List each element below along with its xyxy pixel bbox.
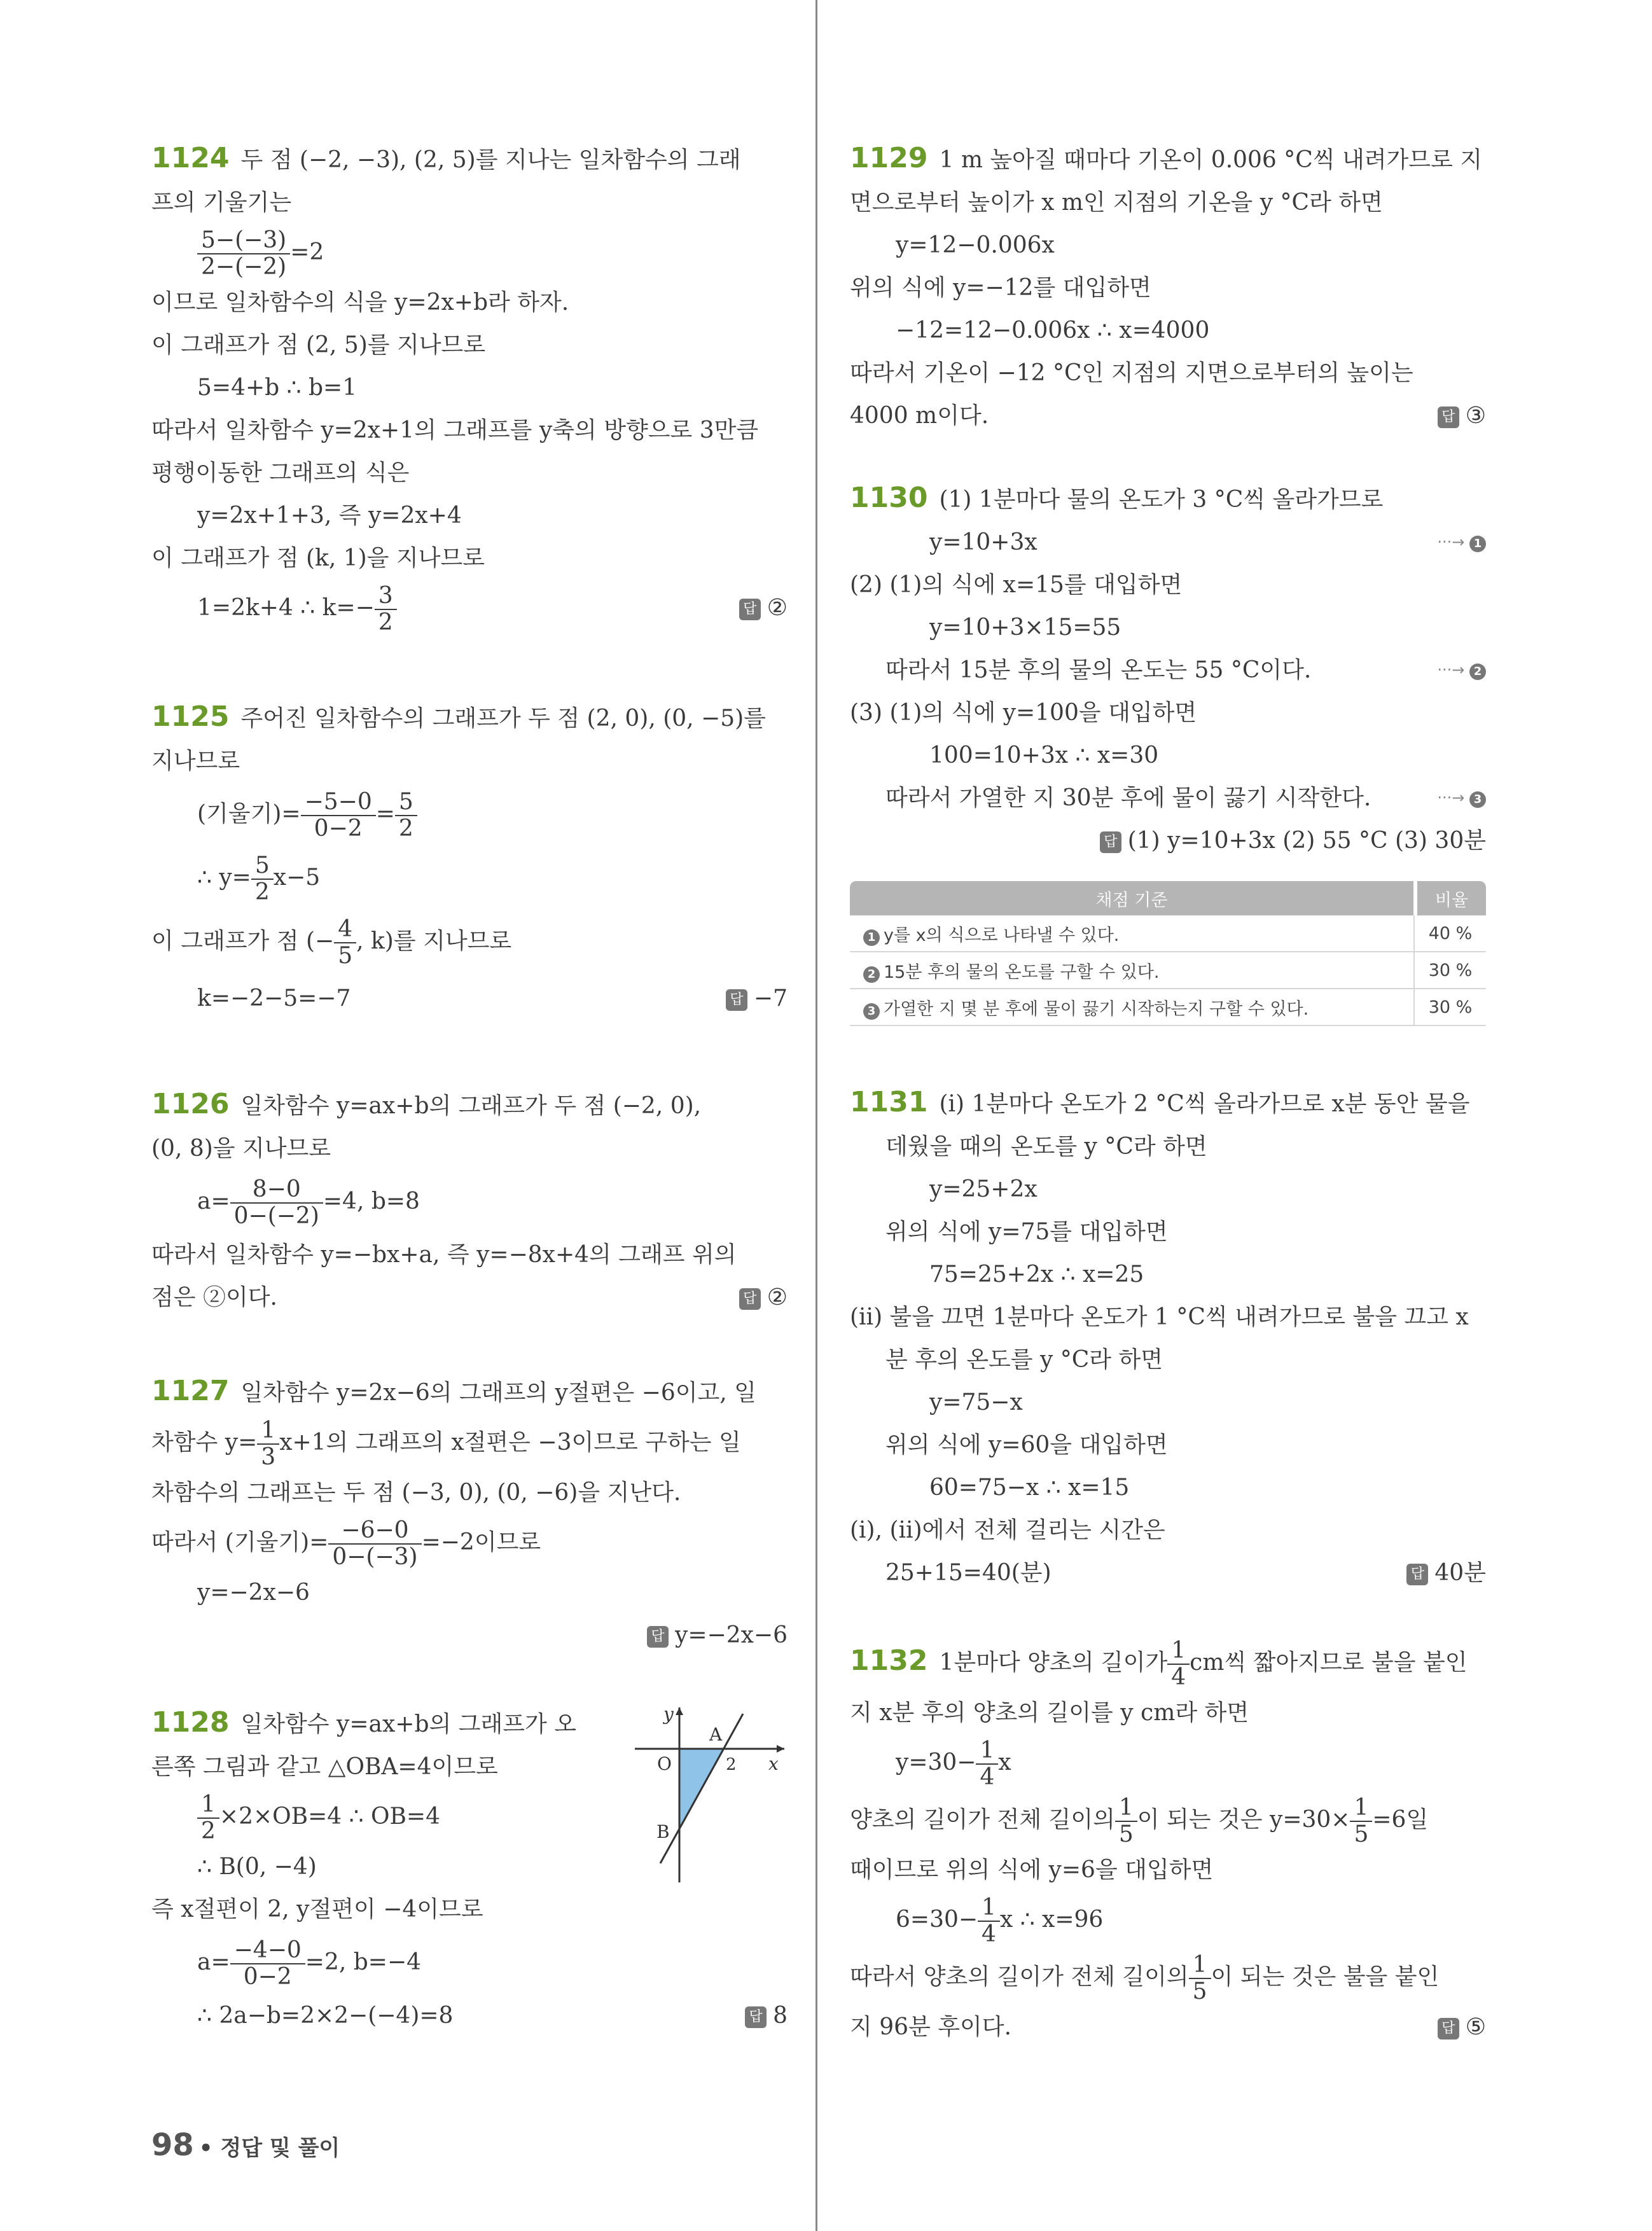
step-marker-1: ···→ 1	[1437, 521, 1486, 564]
problem-number: 1129	[850, 142, 928, 174]
problem-1124: 1124 두 점 (−2, −3), (2, 5)를 지나는 일차함수의 그래 프의 기울기는 $\frac{5-(-3)}{2-(-2)}$ =2 이므로 일차함수의 식을 y=2x+b라 하자. 이 그래프가 점 (2, 5)를 지나므로 5=4+b ∴ b=1 따라서 일차함수 y=2x+1의 그래프를 y축의 방향으로 3만큼 평행이동한 그래프의 식은 y=2x+1+3, 즉 y=2x+4 이 그래프가 점 (k, 1)을 지나므로 1=2k+4 ∴ k=− $\frac{3}{2}$ 답 ②	[151, 142, 788, 636]
step-marker-2: ···→ 2	[1437, 649, 1486, 692]
table-row: 3 가열한 지 몇 분 후에 물이 끓기 시작하는지 구할 수 있다. 30 %	[850, 989, 1486, 1026]
problem-number: 1127	[151, 1375, 230, 1407]
fraction: $\frac{1}{5}$	[1350, 1795, 1372, 1847]
column-divider	[816, 0, 817, 2231]
problem-1127: 1127 일차함수 y=2x−6의 그래프의 y절편은 −6이고, 일 차함수 y= $\frac{1}{3}$ x+1의 그래프의 x절편은 −3이므로 구하는 일 차함수의 그래프는 두 점 (−3, 0), (0, −6)을 지난다. 따라서 (기울기)= $\frac{-6-0}{0-(-3)}$ =−2이므로 y=−2x−6 답 y=−2x−6	[151, 1370, 788, 1657]
problem-1126: 1126 일차함수 y=ax+b의 그래프가 두 점 (−2, 0), (0, 8)을 지나므로 a= $\frac{8-0}{0-(-2)}$ =4, b=8 따라서 일차함수 y=−bx+a, 즉 y=−8x+4의 그래프 위의 점은 ②이다. 답 ②	[151, 1083, 788, 1319]
fraction: $\frac{4}{5}$	[334, 917, 356, 969]
right-column	[850, 137, 1486, 2048]
problem-number: 1131	[850, 1086, 928, 1118]
fraction: $\frac{1}{2}$	[197, 1792, 219, 1844]
fraction: $\frac{1}{4}$	[976, 1738, 998, 1790]
answer: 답 ③	[1438, 394, 1486, 437]
answer-icon: 답	[1438, 407, 1459, 428]
answer-icon: 답	[1438, 2018, 1459, 2040]
answer: 답 y=−2x−6	[647, 1614, 788, 1657]
footer-label: • 정답 및 풀이	[198, 2136, 340, 2161]
problem-1131: 1131 (i) 1분마다 온도가 2 °C씩 올라가므로 x분 동안 물을 데웠을 때의 온도를 y °C라 하면 y=25+2x 위의 식에 y=75를 대입하면 75=25+2x ∴ x=25 (ii) 불을 끄면 1분마다 온도가 1 °C씩 내려가므로 불을 끄고 x 분 후의 온도를 y °C라 하면 y=75−x 위의 식에 y=60을 대입하면 60=75−x ∴ x=15 (i), (ii)에서 전체 걸리는 시간은 25+15=40(분) 답 40분	[850, 1081, 1486, 1594]
grading-header-criteria: 채점 기준	[850, 881, 1413, 915]
answer: 답 ⑤	[1438, 2006, 1486, 2048]
problem-1128: y x O A 2 B 1128 일차함수 y=ax+b의 그래프가 오 른쪽 그림과 같고 △OBA=4이므로 $\frac{1}{2}$ ×2×OB=4 ∴ OB=4 ∴ B(0, −4) 즉 x절편이 2, y절편이 −4이므로 a= $\frac{-4-0}{0-2}$ =2, b=−4 ∴ 2a−b=2×2−(−4)=8 답 8	[151, 1701, 788, 2037]
fraction: $\frac{1}{4}$	[978, 1895, 1000, 1947]
svg-text:x: x	[768, 1753, 779, 1774]
answer-icon: 답	[745, 2006, 767, 2028]
fraction: $\frac{3}{2}$	[375, 583, 397, 636]
table-row: 1 y를 x의 식으로 나타낼 수 있다. 40 %	[850, 915, 1486, 952]
answer: 답 8	[745, 1994, 788, 2037]
problem-number: 1130	[850, 482, 928, 514]
answer-icon: 답	[726, 989, 747, 1011]
problem-1125: 1125 주어진 일차함수의 그래프가 두 점 (2, 0), (0, −5)를 지나므로 (기울기)= $\frac{-5-0}{0-2}$ = $\frac{5}{2}$ ∴ y= $\frac{5}{2}$ x−5 이 그래프가 점 (− $\frac{4}{5}$ , k)를 지나므로 k=−2−5=−7 답 −7	[151, 695, 788, 1024]
problem-number: 1125	[151, 700, 230, 733]
answer: 답 ②	[739, 580, 788, 637]
answer-icon: 답	[1406, 1564, 1428, 1585]
fraction: $\frac{5}{2}$	[251, 853, 274, 905]
svg-text:2: 2	[726, 1755, 737, 1774]
fraction: $\frac{-5-0}{0-2}$	[301, 789, 376, 842]
problem-number: 1128	[151, 1706, 230, 1739]
fraction: $\frac{5}{2}$	[395, 789, 417, 842]
svg-text:B: B	[656, 1821, 670, 1842]
fraction: $\frac{1}{4}$	[1167, 1638, 1190, 1690]
answer: 답 −7	[726, 973, 788, 1024]
problem-number: 1132	[850, 1644, 928, 1677]
svg-text:O: O	[657, 1753, 672, 1774]
answer: 답 (1) y=10+3x (2) 55 °C (3) 30분	[1100, 819, 1486, 862]
page-number: 98	[151, 2127, 194, 2163]
left-column	[151, 137, 788, 2037]
answer-icon: 답	[739, 599, 761, 620]
answer-icon: 답	[739, 1288, 761, 1310]
svg-text:A: A	[709, 1724, 723, 1745]
grading-header-ratio: 비율	[1413, 881, 1486, 915]
fraction: $\frac{-4-0}{0-2}$	[230, 1938, 305, 1990]
fraction: $\frac{8-0}{0-(-2)}$	[230, 1177, 323, 1229]
fraction: $\frac{1}{5}$	[1189, 1952, 1211, 2005]
problem-1129: 1129 1 m 높아질 때마다 기온이 0.006 °C씩 내려가므로 지 면으로부터 높이가 x m인 지점의 기온을 y °C라 하면 y=12−0.006x 위의 식에 y=−12를 대입하면 −12=12−0.006x ∴ x=4000 따라서 기온이 −12 °C인 지점의 지면으로부터의 높이는 4000 m이다. 답 ③	[850, 137, 1486, 437]
answer-icon: 답	[1100, 831, 1121, 853]
problem-number: 1126	[151, 1088, 230, 1120]
page-footer	[151, 2127, 340, 2163]
fraction: $\frac{5-(-3)}{2-(-2)}$	[197, 228, 290, 280]
fraction: $\frac{-6-0}{0-(-3)}$	[328, 1518, 421, 1570]
table-row: 2 15분 후의 물의 온도를 구할 수 있다. 30 %	[850, 952, 1486, 989]
problem-1130: 1130 (1) 1분마다 물의 온도가 3 °C씩 올라가므로 y=10+3x ···→ 1 (2) (1)의 식에 x=15를 대입하면 y=10+3×15=55 따라서 15분 후의 물의 온도는 55 °C이다. ···→ 2 (3) (1)의 식에 y=100을 대입하면 100=10+3x ∴ x=30 따라서 가열한 지 30분 후에 물이 끓기 시작한다. ···→ 3 답 (1) y=10+3x (2) 55 °C (3) 30분 채점 기준 비율 1 y를 x의 식으로 나타낼 수 있다. 40 % 2 15분 후의 물의 온도를 구할 수 있다. 30 % 3 가열한 지 몇 분 후에 물이 끓기 시작하는지 구할 수 있다. 30 %	[850, 476, 1486, 1026]
answer: 답 ②	[739, 1276, 788, 1319]
problem-number: 1124	[151, 142, 230, 174]
step-marker-3: ···→ 3	[1437, 777, 1486, 819]
answer-icon: 답	[647, 1626, 669, 1648]
fraction: $\frac{1}{3}$	[257, 1418, 279, 1470]
answer: 답 40분	[1406, 1552, 1486, 1594]
grading-table	[850, 881, 1486, 1026]
svg-text:y: y	[663, 1704, 674, 1725]
problem-1132: 1132 1분마다 양초의 길이가 $\frac{1}{4}$ cm씩 짧아지므로 불을 붙인 지 x분 후의 양초의 길이를 y cm라 하면 y=30− $\frac{1}{4}$ x 양초의 길이가 전체 길이의 $\frac{1}{5}$ 이 되는 것은 y=30× $\frac{1}{5}$ =6일 때이므로 위의 식에 y=6을 대입하면 6=30− $\frac{1}{4}$ x ∴ x=96 따라서 양초의 길이가 전체 길이의 $\frac{1}{5}$ 이 되는 것은 불을 붙인 지 96분 후이다. 답 ⑤	[850, 1632, 1486, 2048]
fraction: $\frac{1}{5}$	[1115, 1795, 1137, 1847]
